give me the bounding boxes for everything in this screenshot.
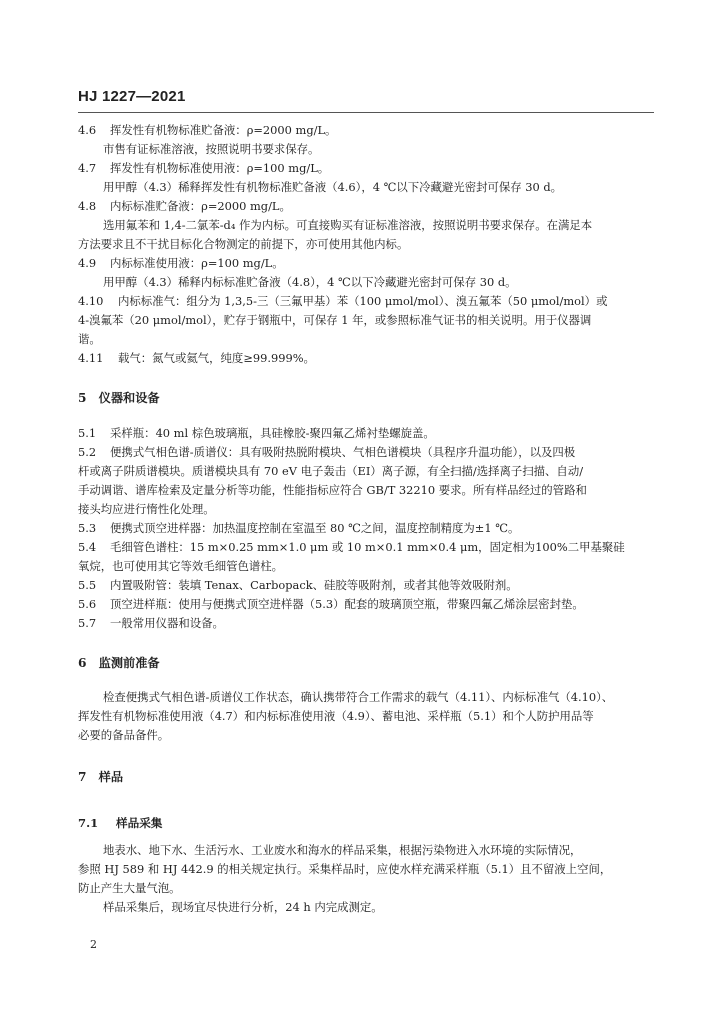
sec5-line: 接头均应进行惰性化处理。 [78,502,215,516]
sec7-line: 防止产生大量气泡。 [78,881,181,895]
sec4-line: 谐。 [78,332,101,346]
sec7-line: 地表水、地下水、生活污水、工业废水和海水的样品采集，根据污染物进入水环境的实际情况， [103,843,582,857]
sec4-line: 4.7 挥发性有机物标准使用液：ρ=100 mg/L。 [78,161,330,175]
standard-code: HJ 1227—2021 [78,88,186,105]
sec5-line: 5.7 一般常用仪器和设备。 [78,616,224,630]
sec4-line: 4.10 内标标准气：组分为 1,3,5-三（三氟甲基）苯（100 μmol/mol）、溴五氟苯（50 μmol/mol）或 [78,294,608,308]
sec5-line: 氧烷，也可使用其它等效毛细管色谱柱。 [78,559,284,573]
sec5-line: 5.4 毛细管色谱柱：15 m×0.25 mm×1.0 μm 或 10 m×0.1 mm×0.4 μm，固定相为100%二甲基聚硅 [78,540,625,554]
sec4-line: 4-溴氟苯（20 μmol/mol），贮存于钢瓶中，可保存 1 年，或参照标准气证书的相关说明。用于仪器调 [78,313,592,327]
sec5-line: 杆或离子阱质谱模块。质谱模块具有 70 eV 电子轰击（EI）离子源，有全扫描/选择离子扫描、自动/ [78,464,584,478]
sec4-line: 市售有证标准溶液，按照说明书要求保存。 [103,142,320,156]
header-rule [78,112,654,113]
sec6-line: 必要的备品备件。 [78,728,170,742]
sec4-line: 4.8 内标标准贮备液：ρ=2000 mg/L。 [78,199,291,213]
sec4-line: 用甲醇（4.3）稀释内标标准贮备液（4.8），4 ℃以下冷藏避光密封可保存 30 d。 [103,275,517,289]
section-7-heading: 7 样品 [78,770,124,784]
sec4-line: 4.6 挥发性有机物标准贮备液：ρ=2000 mg/L。 [78,123,337,137]
sec6-line: 挥发性有机物标准使用液（4.7）和内标标准使用液（4.9）、蓄电池、采样瓶（5.1）和个人防护用品等 [78,709,594,723]
sec5-line: 5.6 顶空进样瓶：使用与便携式顶空进样器（5.3）配套的玻璃顶空瓶，带聚四氟乙烯涂层密封垫。 [78,597,584,611]
sec7-line: 参照 HJ 589 和 HJ 442.9 的相关规定执行。采集样品时，应使水样充满采样瓶（5.1）且不留液上空间， [78,862,612,876]
sec4-line: 选用氟苯和 1,4-二氯苯-d₄ 作为内标。可直接购买有证标准溶液，按照说明书要求保存。在满足本 [103,218,593,232]
section-6-heading: 6 监测前准备 [78,656,160,670]
sec4-line: 用甲醇（4.3）稀释挥发性有机物标准贮备液（4.6），4 ℃以下冷藏避光密封可保存 30 d。 [103,180,563,194]
sec5-line: 5.2 便携式气相色谱-质谱仪：具有吸附热脱附模块、气相色谱模块（具程序升温功能），以及四极 [78,445,576,459]
section-5-heading: 5 仪器和设备 [78,391,160,405]
sec6-line: 检查便携式气相色谱-质谱仪工作状态，确认携带符合工作需求的载气（4.11）、内标标准气（4.10）、 [103,690,614,704]
sec5-line: 5.1 采样瓶：40 ml 棕色玻璃瓶，具硅橡胶-聚四氟乙烯衬垫螺旋盖。 [78,426,435,440]
sec5-line: 5.3 便携式顶空进样器：加热温度控制在室温至 80 ℃之间，温度控制精度为±1 ℃。 [78,521,520,535]
sec5-line: 5.5 内置吸附管：装填 Tenax、Carbopack、硅胶等吸附剂，或者其他等效吸附剂。 [78,578,518,592]
section-7-1-heading: 7.1 样品采集 [78,816,163,830]
page-number: 2 [90,938,97,951]
sec5-line: 手动调谐、谱库检索及定量分析等功能，性能指标应符合 GB/T 32210 要求。所有样品经过的管路和 [78,483,587,497]
sec7-line: 样品采集后，现场宜尽快进行分析，24 h 内完成测定。 [103,900,383,914]
sec4-line: 4.9 内标标准使用液：ρ=100 mg/L。 [78,256,284,270]
sec4-line: 4.11 载气：氮气或氦气，纯度≥99.999%。 [78,351,315,365]
sec4-line: 方法要求且不干扰目标化合物测定的前提下，亦可使用其他内标。 [78,237,409,251]
